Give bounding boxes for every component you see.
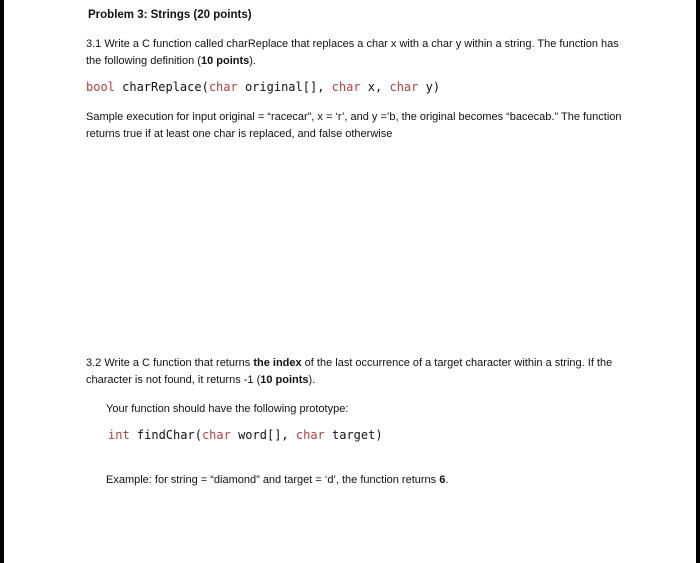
part2-index-bold: the index [253,357,302,369]
code-text: charReplace( [114,80,209,94]
part2-intro-mid: of the last occurrence of a target character within a string. If the character is not found, it returns -1 ( [86,357,613,386]
code-text: x, [360,80,390,94]
code-text: word[], [230,428,296,442]
part2-intro-text: 3.2 Write a C function that returns [86,357,254,369]
code-keyword: char [201,428,231,442]
part1-sample-text: Sample execution for input original = “racecar”, x = ‘r’, and y =’b, the original becomes “bacecab.” The function returns true if at least one char is replaced, and false otherwise [86,111,622,140]
part2-example-answer: 6 [439,474,446,486]
left-border [0,0,4,563]
code-keyword: bool [86,80,115,94]
code-text: original[], [237,80,332,94]
part1-intro-end: ). [249,55,256,67]
part2-intro-end: ). [308,374,316,386]
part1-intro-text: 3.1 Write a C function called charReplace that replaces a char x with a char y within a string. The function has the following definition ( [86,38,619,67]
code-keyword: char [295,428,325,442]
code-keyword: char [389,80,419,94]
part2-example-end: . [445,474,449,486]
code-keyword: char [331,80,361,94]
problem-title: Problem 3: Strings (20 points) [88,9,252,21]
part2-prototype-label: Your function should have the following prototype: [106,403,349,415]
part1-code-signature [86,80,440,94]
part2-points: 10 points [260,374,309,386]
part2-example [106,472,448,489]
part2-intro [86,355,626,389]
part2-code-prototype [108,428,383,442]
part1-points: 10 points [200,55,250,67]
part2-example-text: Example: for string = “diamond” and target = ‘d’, the function returns [106,474,440,486]
code-text: findChar( [129,428,202,442]
code-keyword: int [108,428,130,442]
code-text: y) [418,80,441,94]
code-text: target) [324,428,383,442]
part1-intro [86,36,626,70]
code-keyword: char [208,80,238,94]
right-border [696,0,700,563]
